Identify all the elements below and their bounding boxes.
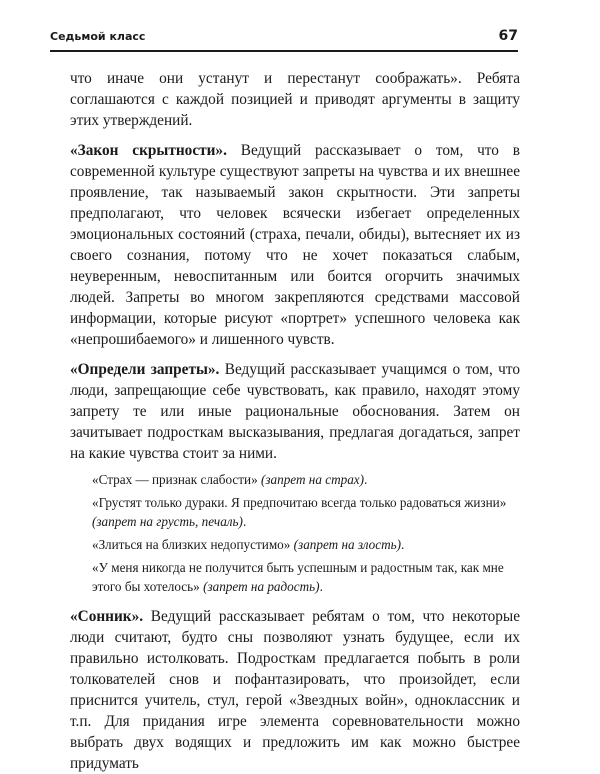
quote-note: (запрет на грусть, печаль): [92, 514, 243, 529]
quote-text: «У меня никогда не получится быть успешным и радостным так, как мне этого бы хотелось»: [92, 560, 504, 594]
quote-item: [92, 470, 520, 489]
quote-text: «Страх — признак слабости»: [92, 472, 261, 487]
quote-item: [92, 558, 520, 596]
intro-paragraph: что иначе они устанут и перестанут соображать». Ребята соглашаются с каждой позицией и приводят аргументы в защиту этих утверждений.: [70, 70, 520, 129]
paragraph-identify-bans: [70, 359, 520, 464]
quote-text: «Злиться на близких недопустимо»: [92, 537, 294, 552]
paragraph-text: Ведущий рассказывает ребятам о том, что некоторые люди считают, будто сны позволяют узнать будущее, если их правильно истолковать. Подросткам предлагается побыть в роли толкователей снов и пофантазировать, что произойдет, если приснится учитель, стул, герой «Звездных войн», одноклассник и т.п. Для придания игре элемента соревновательности можно выбрать двух водящих и предложить им как можно быстрее придумать: [70, 608, 520, 772]
paragraph-heading: «Закон скрытности».: [70, 142, 227, 159]
quote-note: (запрет на страх): [260, 472, 365, 487]
quote-text: «Грустят только дураки. Я предпочитаю всегда только радоваться жизни»: [92, 495, 507, 510]
paragraph-heading: «Сонник».: [70, 608, 144, 625]
quote-item: [92, 493, 520, 531]
running-header: [50, 28, 518, 52]
quote-item: [92, 535, 520, 554]
quote-list: [70, 470, 520, 596]
paragraph-text: Ведущий рассказывает о том, что в современной культуре существуют запреты на чувства и их внешнее проявление, так называемый закон скрытности. Эти запреты предполагают, что человек всячески избегает определенных эмоциональных состояний (страха, печали, обиды), вытесняет их из своего сознания, потому что не хочет показаться слабым, неуверенным, невоспитанным или боится огорчить значимых людей. Запреты во многом закрепляются средствами массовой информации, которые рисуют «портрет» успешного человека как «непрошибаемого» и лишенного чувств.: [70, 142, 520, 348]
quote-note: (запрет на злость): [293, 537, 401, 552]
chapter-title: Седьмой класс: [50, 30, 146, 43]
paragraph-dream-book: [70, 606, 520, 774]
body-text: [70, 68, 520, 774]
quote-end: .: [364, 472, 368, 487]
paragraph-concealment-law: [70, 140, 520, 350]
quote-end: .: [319, 579, 323, 594]
quote-note: (запрет на радость): [203, 579, 320, 594]
paragraph-text: Ведущий рассказывает учащимся о том, что люди, запрещающие себе чувствовать, как правило, находят этому запрету те или иные рациональные обоснования. Затем он зачитывает подросткам высказывания, предлагая догадаться, запрет на какие чувства стоит за ними.: [70, 361, 520, 462]
paragraph-heading: «Определи запреты».: [70, 361, 220, 378]
quote-end: .: [242, 514, 247, 529]
quote-end: .: [401, 537, 405, 552]
page-number: 67: [498, 28, 518, 44]
